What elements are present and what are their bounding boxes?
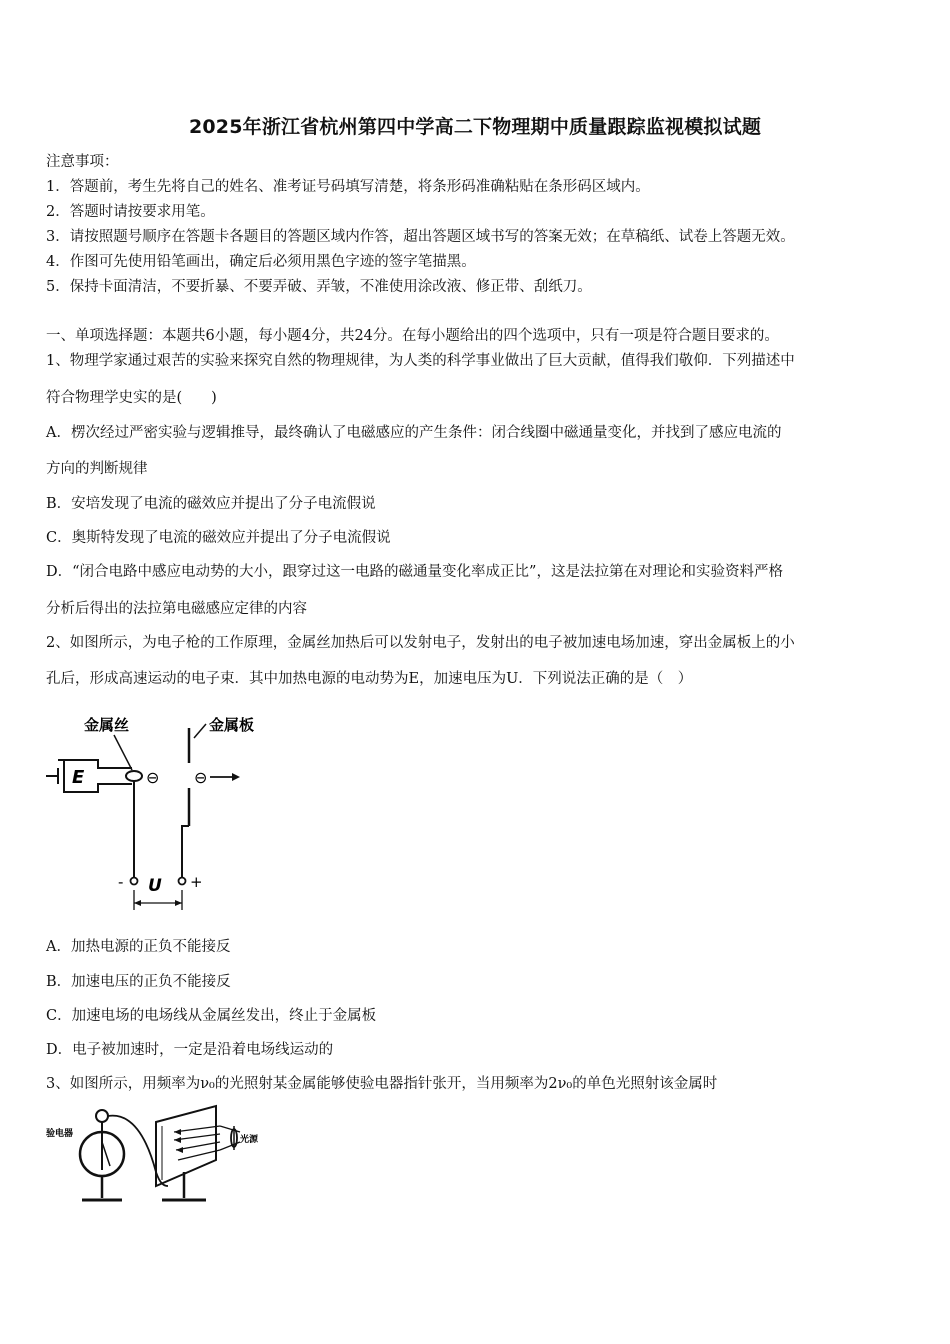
q2-stem: 2、如图所示，为电子枪的工作原理，金属丝加热后可以发射电子，发射出的电子被加速电场加速，穿出金属板上的小 [46, 635, 795, 651]
page-title: 2025年浙江省杭州第四中学高二下物理期中质量跟踪监视模拟试题 [188, 116, 762, 138]
q1-stem: 符合物理学史实的是( ) [46, 390, 217, 406]
q1-option-b: B．安培发现了电流的磁效应并提出了分子电流假说 [46, 496, 376, 512]
ray-arrowhead [174, 1137, 181, 1143]
section-heading: 一、单项选择题：本题共6小题，每小题4分，共24分。在每小题给出的四个选项中，只有一项是符合题目要求的。 [46, 328, 779, 344]
notice-item: 2．答题时请按要求用笔。 [46, 204, 215, 220]
q2-option-a: A．加热电源的正负不能接反 [46, 939, 231, 955]
q1-option-d: 分析后得出的法拉第电磁感应定律的内容 [46, 601, 307, 617]
q3-stem: 3、如图所示，用频率为ν₀的光照射某金属能够使验电器指针张开，当用频率为2ν₀的单色光照射该金属时 [46, 1076, 718, 1092]
electron-gun-diagram [44, 708, 284, 913]
q1-stem: 1、物理学家通过艰苦的实验来探究自然的物理规律，为人类的科学事业做出了巨大贡献，值得我们敬仰．下列描述中 [46, 353, 795, 369]
electroscope-label: 验电器 [46, 1129, 74, 1139]
beam-arrowhead [232, 773, 240, 781]
terminal-plus-sign: + [190, 873, 203, 891]
terminal-plus [179, 878, 186, 885]
q2-option-d: D．电子被加速时，一定是沿着电场线运动的 [46, 1042, 334, 1058]
metal-plate [156, 1106, 216, 1186]
ray-arrowhead [174, 1129, 181, 1135]
notice-item: 5．保持卡面清洁，不要折暴、不要弄破、弄皱，不准使用涂改液、修正带、刮纸刀。 [46, 279, 592, 295]
electron-symbol: ⊖ [146, 768, 160, 787]
dimension-arrowhead [175, 900, 182, 906]
q1-option-d: D．“闭合电路中感应电动势的大小，跟穿过这一电路的磁通量变化率成正比”，这是法拉第在对理论和实验资料严格 [46, 564, 783, 580]
terminal-minus-sign: - [118, 873, 124, 891]
notice-heading: 注意事项： [46, 154, 119, 170]
light-ray [178, 1150, 220, 1160]
electroscope-ball [96, 1110, 108, 1122]
q1-option-c: C．奥斯特发现了电流的磁效应并提出了分子电流假说 [46, 530, 391, 546]
electroscope-leaf [102, 1142, 110, 1166]
q2-option-c: C．加速电场的电场线从金属丝发出，终止于金属板 [46, 1008, 377, 1024]
wire-label: 金属丝 [84, 716, 130, 734]
q2-option-b: B．加速电压的正负不能接反 [46, 974, 231, 990]
terminal-minus [131, 878, 138, 885]
dimension-arrowhead [134, 900, 141, 906]
light-source-label: 光源 [240, 1135, 259, 1145]
notice-item: 1．答题前，考生先将自己的姓名、准考证号码填写清楚，将条形码准确粘贴在条形码区域内。 [46, 179, 650, 195]
plate-pointer [194, 724, 206, 738]
q1-option-a: 方向的判断规律 [46, 461, 148, 477]
plate-label: 金属板 [209, 716, 255, 734]
photoelectric-diagram [44, 1102, 274, 1212]
notice-item: 3．请按照题号顺序在答题卡各题目的答题区域内作答，超出答题区域书写的答案无效；在草稿纸、试卷上答题无效。 [46, 229, 795, 245]
connecting-wire [108, 1116, 168, 1186]
wire-pointer [114, 735, 132, 770]
filament [126, 771, 142, 781]
q2-stem: 孔后，形成高速运动的电子束．其中加热电源的电动势为E，加速电压为U．下列说法正确的是（ ） [46, 671, 693, 687]
anode-wire [182, 826, 189, 878]
voltage-label: U [148, 876, 162, 896]
emf-label: E [72, 767, 85, 788]
notice-item: 4．作图可先使用铅笔画出，确定后必须用黑色字迹的签字笔描黑。 [46, 254, 476, 270]
ray-arrowhead [176, 1147, 183, 1153]
electron-symbol: ⊖ [194, 768, 208, 787]
q1-option-a: A．楞次经过严密实验与逻辑推导，最终确认了电磁感应的产生条件：闭合线圈中磁通量变化，并找到了感应电流的 [46, 425, 782, 441]
